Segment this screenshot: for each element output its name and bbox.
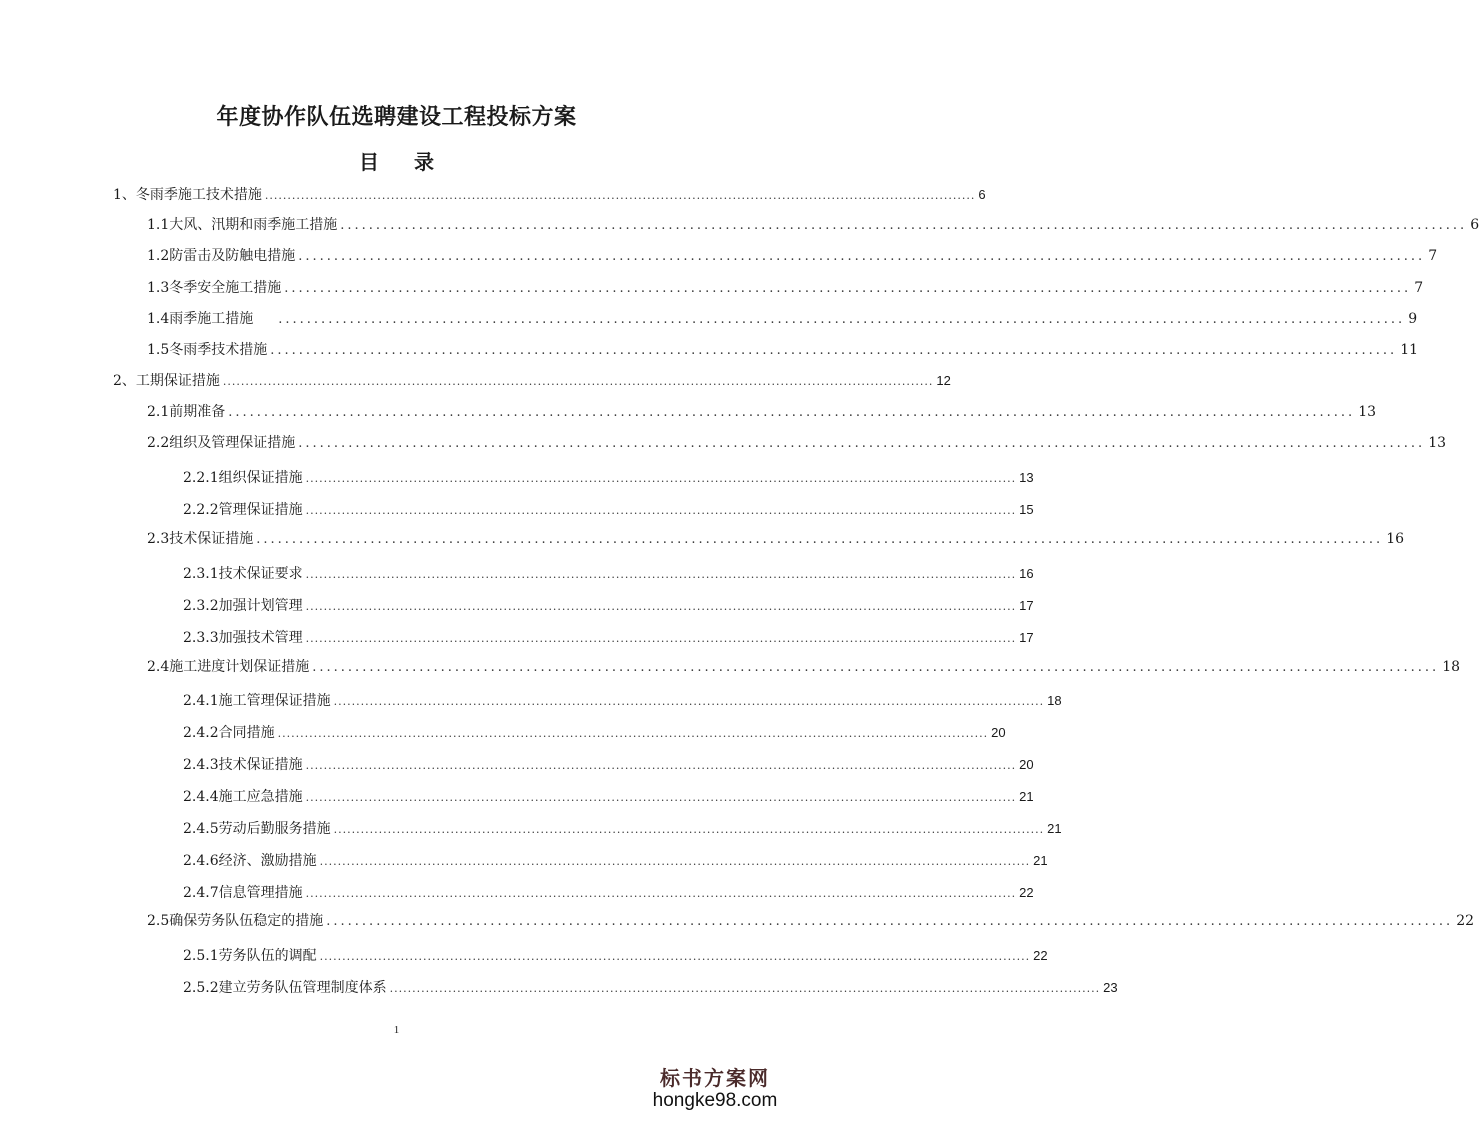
toc-entry-page: 18 xyxy=(1047,693,1062,708)
toc-entry-title: 2.4.5劳动后勤服务措施 xyxy=(183,821,331,837)
toc-entry-title: 1.1大风、汛期和雨季施工措施 xyxy=(147,217,338,233)
toc-entry[interactable] xyxy=(147,214,1479,236)
toc-entry-title: 2.5确保劳务队伍稳定的措施 xyxy=(147,913,324,929)
toc-leader: .............................................................................................................................................................. xyxy=(326,914,1454,929)
toc-entry-title: 1.5冬雨季技术措施 xyxy=(147,342,268,358)
document-title: 年度协作队伍选聘建设工程投标方案 xyxy=(216,105,577,130)
toc-entry-title: 2.5.1劳务队伍的调配 xyxy=(183,948,317,964)
toc-entry-title: 2.4.7信息管理措施 xyxy=(183,885,303,901)
toc-leader: .............................................................................................................................................................. xyxy=(319,950,1031,963)
toc-entry-title: 2.4.6经济、激励措施 xyxy=(183,853,317,869)
watermark-chinese-text: 标书方案网 xyxy=(660,1066,770,1090)
toc-entry[interactable] xyxy=(183,595,1034,617)
toc-leader: .............................................................................................................................................................. xyxy=(305,632,1017,645)
toc-entry-page: 9 xyxy=(1408,311,1418,327)
toc-entry-title: 2.4.4施工应急措施 xyxy=(183,789,303,805)
toc-leader: .............................................................................................................................................................. xyxy=(264,189,976,202)
toc-entry-page: 7 xyxy=(1428,248,1438,264)
toc-entry-title: 2、工期保证措施 xyxy=(113,373,220,389)
toc-leader: .............................................................................................................................................................. xyxy=(305,759,1017,772)
toc-entry[interactable] xyxy=(183,850,1048,872)
toc-entry[interactable] xyxy=(147,910,1475,932)
toc-entry[interactable] xyxy=(183,882,1034,904)
toc-entry-page: 6 xyxy=(1470,217,1479,233)
toc-leader: .............................................................................................................................................................. xyxy=(305,600,1017,613)
toc-entry[interactable] xyxy=(183,945,1048,967)
toc-leader: .............................................................................................................................................................. xyxy=(277,727,989,740)
toc-leader: .............................................................................................................................................................. xyxy=(305,472,1017,485)
toc-entry-title: 1、冬雨季施工技术措施 xyxy=(113,187,262,203)
toc-entry[interactable] xyxy=(183,977,1118,999)
toc-entry[interactable] xyxy=(147,245,1438,267)
toc-entry-page: 21 xyxy=(1033,853,1048,868)
toc-entry-title: 2.3.2加强计划管理 xyxy=(183,598,303,614)
toc-entry-page: 7 xyxy=(1414,280,1424,296)
toc-entry[interactable] xyxy=(147,656,1461,678)
page-number: 1 xyxy=(393,1024,400,1036)
toc-leader: .............................................................................................................................................................. xyxy=(305,887,1017,900)
site-watermark xyxy=(651,1066,779,1112)
toc-entry-page: 6 xyxy=(978,187,986,202)
toc-entry-page: 15 xyxy=(1019,502,1034,517)
toc-entry-page: 18 xyxy=(1442,659,1461,675)
toc-entry-title: 2.3技术保证措施 xyxy=(147,531,254,547)
toc-entry[interactable] xyxy=(183,627,1034,649)
toc-entry-page: 17 xyxy=(1019,598,1034,613)
toc-leader: .............................................................................................................................................................. xyxy=(305,568,1017,581)
toc-entry-title: 2.2.1组织保证措施 xyxy=(183,470,303,486)
toc-entry-page: 17 xyxy=(1019,630,1034,645)
toc-entry[interactable] xyxy=(183,786,1034,808)
toc-entry-page: 22 xyxy=(1019,885,1034,900)
toc-entry-title: 1.4雨季施工措施 xyxy=(147,311,254,327)
toc-leader: .............................................................................................................................................................. xyxy=(333,823,1045,836)
toc-entry[interactable] xyxy=(147,528,1405,550)
toc-entry-page: 11 xyxy=(1400,342,1419,358)
toc-entry-page: 23 xyxy=(1103,980,1118,995)
toc-entry[interactable] xyxy=(147,432,1447,454)
toc-entry-title: 2.4.3技术保证措施 xyxy=(183,757,303,773)
toc-leader: .............................................................................................................................................................. xyxy=(298,436,1426,451)
toc-entry-title: 2.4.1施工管理保证措施 xyxy=(183,693,331,709)
toc-entry[interactable] xyxy=(113,370,951,392)
toc-entry-title: 2.2.2管理保证措施 xyxy=(183,502,303,518)
toc-entry-title: 2.4.2合同措施 xyxy=(183,725,275,741)
toc-leader: .............................................................................................................................................................. xyxy=(312,660,1440,675)
toc-entry-title: 2.4施工进度计划保证措施 xyxy=(147,659,310,675)
toc-entry-title: 2.3.3加强技术管理 xyxy=(183,630,303,646)
toc-entry-title: 2.5.2建立劳务队伍管理制度体系 xyxy=(183,980,387,996)
toc-entry-title: 2.1前期准备 xyxy=(147,404,226,420)
toc-entry[interactable] xyxy=(183,690,1062,712)
toc-leader: .............................................................................................................................................................. xyxy=(298,249,1426,264)
toc-heading: 目 录 xyxy=(359,150,448,174)
toc-entry-title: 2.3.1技术保证要求 xyxy=(183,566,303,582)
toc-entry[interactable] xyxy=(183,499,1034,521)
toc-entry[interactable] xyxy=(183,722,1006,744)
toc-entry-title: 1.3冬季安全施工措施 xyxy=(147,280,282,296)
toc-entry[interactable] xyxy=(113,184,986,206)
toc-entry[interactable] xyxy=(147,277,1424,299)
toc-entry-page: 22 xyxy=(1033,948,1048,963)
toc-entry-title: 2.2组织及管理保证措施 xyxy=(147,435,296,451)
toc-entry[interactable] xyxy=(183,754,1034,776)
toc-entry-page: 16 xyxy=(1386,531,1405,547)
toc-entry-page: 20 xyxy=(1019,757,1034,772)
toc-leader: .............................................................................................................................................................. xyxy=(305,504,1017,517)
toc-leader: .............................................................................................................................................................. xyxy=(270,343,1398,358)
watermark-domain-text: hongke98.com xyxy=(652,1090,778,1111)
toc-entry-page: 21 xyxy=(1019,789,1034,804)
toc-entry[interactable] xyxy=(183,818,1062,840)
toc-leader: .............................................................................................................................................................. xyxy=(222,375,934,388)
toc-entry-page: 22 xyxy=(1456,913,1475,929)
toc-entry-title: 1.2防雷击及防触电措施 xyxy=(147,248,296,264)
toc-entry[interactable] xyxy=(147,308,1418,330)
toc-entry[interactable] xyxy=(183,563,1034,585)
toc-leader: .............................................................................................................................................................. xyxy=(305,791,1017,804)
toc-entry-page: 13 xyxy=(1019,470,1034,485)
toc-entry-page: 13 xyxy=(1358,404,1377,420)
toc-leader: .............................................................................................................................................................. xyxy=(333,695,1045,708)
toc-entry[interactable] xyxy=(147,339,1419,361)
toc-entry-page: 20 xyxy=(991,725,1006,740)
toc-entry-page: 13 xyxy=(1428,435,1447,451)
toc-leader: .............................................................................................................................................................. xyxy=(340,218,1468,233)
toc-leader: .............................................................................................................................................................. xyxy=(389,982,1101,995)
toc-entry[interactable] xyxy=(147,401,1377,423)
toc-leader: .............................................................................................................................................................. xyxy=(319,855,1031,868)
toc-leader: .............................................................................................................................................................. xyxy=(228,405,1356,420)
toc-leader: .............................................................................................................................................................. xyxy=(278,312,1406,327)
toc-entry-page: 12 xyxy=(936,373,951,388)
toc-leader: .............................................................................................................................................................. xyxy=(256,532,1384,547)
toc-entry-page: 21 xyxy=(1047,821,1062,836)
toc-entry[interactable] xyxy=(183,467,1034,489)
toc-entry-page: 16 xyxy=(1019,566,1034,581)
toc-leader: .............................................................................................................................................................. xyxy=(284,281,1412,296)
